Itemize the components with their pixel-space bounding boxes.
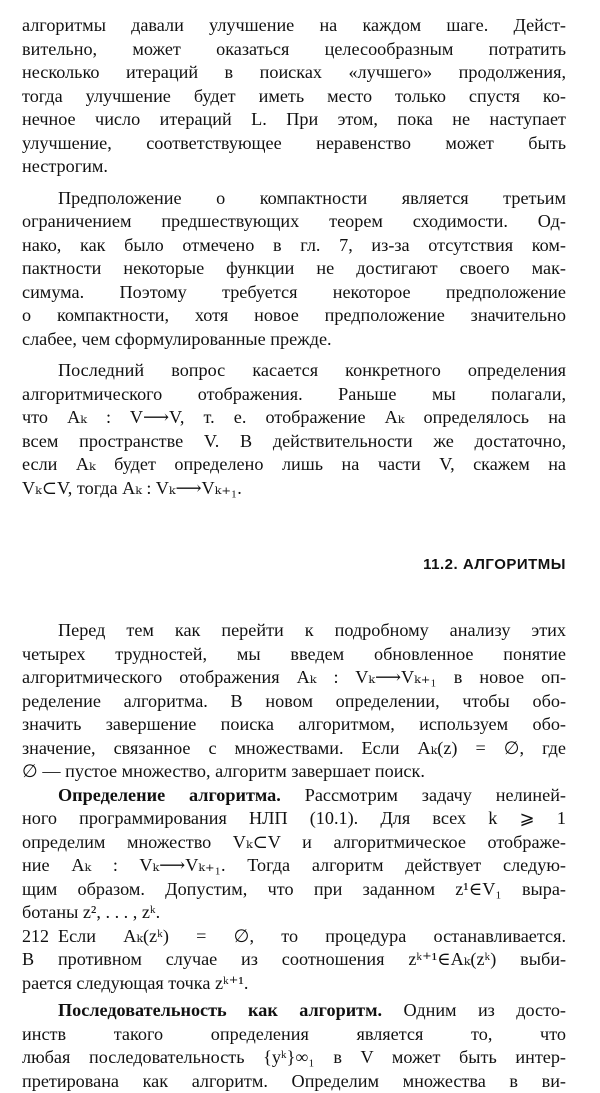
text-line: ределение алгоритма. В новом определении, чтобы обо-	[22, 690, 566, 714]
text-line: рается следующая точка zᵏ⁺¹.	[22, 972, 566, 996]
paragraph-6	[22, 925, 566, 996]
text-line	[22, 784, 566, 808]
text-line: несколько итераций в поисках «лучшего» продолжения,	[22, 61, 566, 85]
text-line: инств такого определения является то, что	[22, 1023, 566, 1047]
text-line: Перед тем как перейти к подробному анализу этих	[22, 619, 566, 643]
text-line: алгоритмического отображения Aₖ : Vₖ⟶Vₖ₊₁ в новое оп-	[22, 666, 566, 690]
paragraph-3	[22, 359, 566, 500]
text-line: тогда улучшение будет иметь место только спустя ко-	[22, 85, 566, 109]
paragraph-5	[22, 784, 566, 925]
text-line	[22, 999, 566, 1023]
text-line: нечное число итераций L. При этом, пока не наступает	[22, 108, 566, 132]
text-line: нестрогим.	[22, 155, 566, 179]
text-line: значить завершение поиска алгоритмом, используем обо-	[22, 713, 566, 737]
text-line: ного программирования НЛП (10.1). Для всех k ⩾ 1	[22, 807, 566, 831]
text-line: ∅ — пустое множество, алгоритм завершает поиск.	[22, 760, 566, 784]
text-line: всем пространстве V. В действительности же достаточно,	[22, 430, 566, 454]
page-number: 212	[22, 926, 49, 947]
text-line: симума. Поэтому требуется некоторое предположение	[22, 281, 566, 305]
text-line: щим образом. Допустим, что при заданном z¹∈V₁ выра-	[22, 878, 566, 902]
text-line: что Aₖ : V⟶V, т. е. отображение Aₖ определялось на	[22, 406, 566, 430]
text-line: значение, связанное с множествами. Если Aₖ(z) = ∅, где	[22, 737, 566, 761]
definition-term: Определение алгоритма.	[58, 785, 281, 805]
text-line: вительно, может оказаться целесообразным потратить	[22, 38, 566, 62]
text-line: В противном случае из соотношения zᵏ⁺¹∈Aₖ(zᵏ) выби-	[22, 948, 566, 972]
text-line: претирована как алгоритм. Определим множества в ви-	[22, 1070, 566, 1093]
text-line: Если Aₖ(zᵏ) = ∅, то процедура останавливается.	[22, 925, 566, 949]
text-line: алгоритмического отображения. Раньше мы полагали,	[22, 383, 566, 407]
text-line: если Aₖ будет определено лишь на части V, скажем на	[22, 453, 566, 477]
text-line: определим множество Vₖ⊂V и алгоритмическое отображе-	[22, 831, 566, 855]
text-line: Vₖ⊂V, тогда Aₖ : Vₖ⟶Vₖ₊₁.	[22, 477, 566, 501]
section-heading: 11.2. АЛГОРИТМЫ	[22, 556, 566, 573]
paragraph-1	[22, 14, 566, 179]
paragraph-4	[22, 619, 566, 784]
text-line: любая последовательность {yᵏ}∞₁ в V может быть интер-	[22, 1046, 566, 1070]
text-line: слабее, чем сформулированные прежде.	[22, 328, 566, 352]
text-line: Предположение о компактности является третьим	[22, 187, 566, 211]
definition-term: Последовательность как алгоритм.	[58, 1000, 382, 1020]
text-line: улучшение, соответствующее неравенство может быть	[22, 132, 566, 156]
paragraph-7	[22, 999, 566, 1093]
text-fragment: Рассмотрим задачу нелиней-	[281, 785, 566, 805]
text-line: ние Aₖ : Vₖ⟶Vₖ₊₁. Тогда алгоритм действует следую-	[22, 854, 566, 878]
text-line: ограничением предшествующих теорем сходимости. Од-	[22, 210, 566, 234]
text-line: Последний вопрос касается конкретного определения	[22, 359, 566, 383]
text-line: ботаны z², . . . , zᵏ.	[22, 901, 566, 925]
text-line: нако, как было отмечено в гл. 7, из-за отсутствия ком-	[22, 234, 566, 258]
paragraph-2	[22, 187, 566, 352]
text-line: о компактности, хотя новое предположение значительно	[22, 304, 566, 328]
text-fragment: Одним из досто-	[382, 1000, 566, 1020]
text-line: четырех трудностей, мы введем обновленное понятие	[22, 643, 566, 667]
text-line: алгоритмы давали улучшение на каждом шаге. Дейст-	[22, 14, 566, 38]
text-line: пактности некоторые функции не достигают своего мак-	[22, 257, 566, 281]
